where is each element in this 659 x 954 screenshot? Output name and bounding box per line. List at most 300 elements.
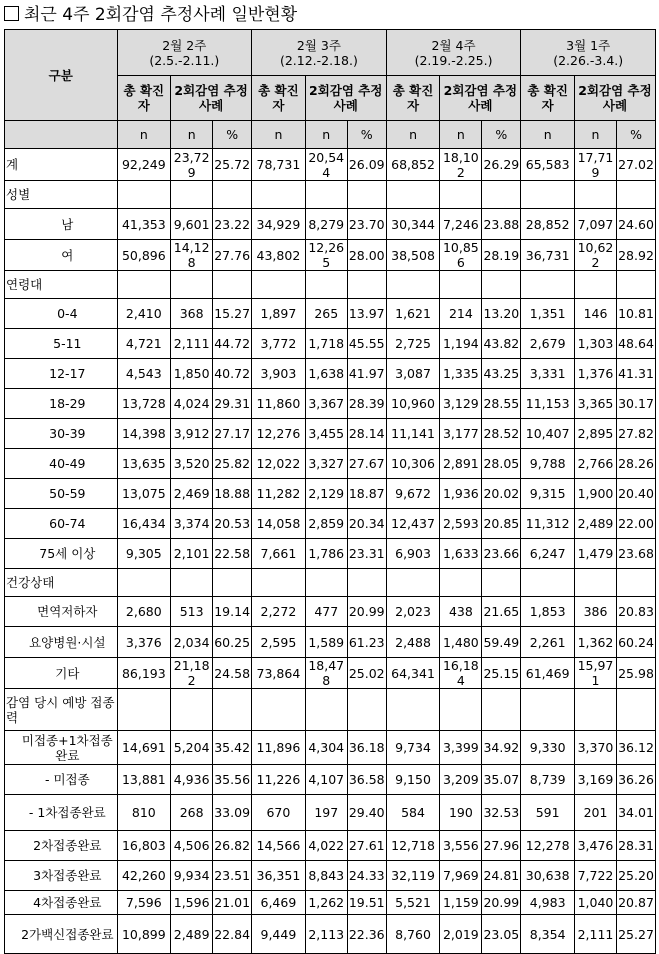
indent-cell (5, 861, 19, 891)
total-confirmed-cell: 591 (521, 795, 575, 831)
reinfection-count-cell: 1,303 (574, 329, 616, 359)
empty-cell (305, 569, 347, 597)
empty-cell (305, 689, 347, 731)
total-confirmed-cell: 3,903 (252, 359, 306, 389)
table-row (5, 419, 656, 449)
reinfection-pct-cell: 25.02 (347, 658, 386, 689)
page-title (4, 4, 297, 26)
indent-cell (5, 891, 19, 915)
reinfection-pct-cell: 23.22 (213, 209, 252, 240)
reinfection-pct-cell: 23.66 (482, 539, 521, 569)
reinfection-count-cell: 14,128 (171, 240, 213, 271)
empty-cell (574, 271, 616, 299)
reinfection-count-cell: 2,469 (171, 479, 213, 509)
total-confirmed-header: 총 확진자 (252, 76, 306, 121)
reinfection-count-cell: 9,934 (171, 861, 213, 891)
reinfection-pct-cell: 22.00 (617, 509, 656, 539)
reinfection-pct-cell: 25.27 (617, 915, 656, 954)
total-confirmed-cell: 2,679 (521, 329, 575, 359)
row-label: 면역저하자 (18, 597, 117, 627)
empty-cell (305, 181, 347, 209)
reinfection-header: 2회감염 추정사례 (305, 76, 386, 121)
total-confirmed-cell: 64,341 (386, 658, 440, 689)
reinfection-count-cell: 15,971 (574, 658, 616, 689)
indent-cell (5, 329, 19, 359)
empty-cell (482, 181, 521, 209)
row-label: 기타 (18, 658, 117, 689)
total-confirmed-cell: 11,282 (252, 479, 306, 509)
total-confirmed-cell: 4,721 (117, 329, 171, 359)
total-confirmed-cell: 8,739 (521, 765, 575, 795)
total-confirmed-cell: 16,434 (117, 509, 171, 539)
indent-cell (5, 389, 19, 419)
section-row (5, 271, 656, 299)
table-row (5, 597, 656, 627)
category-header: 구분 (5, 30, 118, 121)
reinfection-count-cell: 368 (171, 299, 213, 329)
reinfection-count-cell: 4,107 (305, 765, 347, 795)
reinfection-pct-cell: 36.12 (617, 731, 656, 765)
unit-n: n (386, 121, 440, 149)
unit-header-blank (5, 121, 118, 149)
row-label: 75세 이상 (18, 539, 117, 569)
reinfection-count-cell: 3,209 (440, 765, 482, 795)
reinfection-count-cell: 1,479 (574, 539, 616, 569)
reinfection-count-cell: 1,589 (305, 627, 347, 658)
unit-n: n (305, 121, 347, 149)
reinfection-count-cell: 2,593 (440, 509, 482, 539)
total-confirmed-cell: 8,354 (521, 915, 575, 954)
total-confirmed-cell: 10,306 (386, 449, 440, 479)
reinfection-count-cell: 7,969 (440, 861, 482, 891)
reinfection-pct-cell: 15.27 (213, 299, 252, 329)
total-confirmed-cell: 1,351 (521, 299, 575, 329)
reinfection-count-cell: 1,159 (440, 891, 482, 915)
indent-cell (5, 795, 19, 831)
table-row (5, 240, 656, 271)
empty-cell (171, 271, 213, 299)
indent-cell (5, 915, 19, 954)
empty-cell (521, 271, 575, 299)
total-confirmed-cell: 11,312 (521, 509, 575, 539)
reinfection-pct-cell: 23.51 (213, 861, 252, 891)
reinfection-count-cell: 23,729 (171, 149, 213, 181)
total-confirmed-cell: 13,075 (117, 479, 171, 509)
reinfection-pct-cell: 28.31 (617, 831, 656, 861)
empty-cell (305, 271, 347, 299)
reinfection-pct-cell: 26.82 (213, 831, 252, 861)
indent-cell (5, 731, 19, 765)
reinfection-count-cell: 8,843 (305, 861, 347, 891)
empty-cell (117, 271, 171, 299)
row-label: 60-74 (18, 509, 117, 539)
reinfection-count-cell: 3,374 (171, 509, 213, 539)
total-confirmed-cell: 2,261 (521, 627, 575, 658)
total-confirmed-cell: 12,437 (386, 509, 440, 539)
week-header: 2월 4주 (2.19.-2.25.) (386, 30, 521, 76)
table-row (5, 329, 656, 359)
table-row (5, 479, 656, 509)
reinfection-count-cell: 1,040 (574, 891, 616, 915)
total-confirmed-cell: 7,596 (117, 891, 171, 915)
total-confirmed-cell: 32,119 (386, 861, 440, 891)
table-row (5, 449, 656, 479)
reinfection-pct-cell: 29.40 (347, 795, 386, 831)
reinfection-count-cell: 2,895 (574, 419, 616, 449)
reinfection-count-cell: 2,034 (171, 627, 213, 658)
total-confirmed-cell: 11,896 (252, 731, 306, 765)
reinfection-count-cell: 7,097 (574, 209, 616, 240)
empty-cell (252, 271, 306, 299)
reinfection-count-cell: 3,912 (171, 419, 213, 449)
total-confirmed-cell: 2,595 (252, 627, 306, 658)
total-confirmed-cell: 670 (252, 795, 306, 831)
empty-cell (386, 181, 440, 209)
reinfection-count-cell: 1,335 (440, 359, 482, 389)
row-label: - 1차접종완료 (18, 795, 117, 831)
indent-cell (5, 658, 19, 689)
total-confirmed-cell: 28,852 (521, 209, 575, 240)
section-label: 성별 (5, 181, 118, 209)
total-confirmed-cell: 4,983 (521, 891, 575, 915)
reinfection-pct-cell: 36.26 (617, 765, 656, 795)
section-label: 건강상태 (5, 569, 118, 597)
empty-cell (574, 569, 616, 597)
reinfection-count-cell: 1,786 (305, 539, 347, 569)
empty-cell (617, 569, 656, 597)
reinfection-count-cell: 2,891 (440, 449, 482, 479)
week-header: 2월 2주 (2.5.-2.11.) (117, 30, 252, 76)
reinfection-pct-cell: 24.33 (347, 861, 386, 891)
reinfection-count-cell: 2,101 (171, 539, 213, 569)
indent-cell (5, 539, 19, 569)
empty-cell (386, 271, 440, 299)
reinfection-pct-cell: 22.84 (213, 915, 252, 954)
reinfection-count-cell: 438 (440, 597, 482, 627)
reinfection-count-cell: 3,399 (440, 731, 482, 765)
empty-cell (482, 569, 521, 597)
reinfection-pct-cell: 29.31 (213, 389, 252, 419)
reinfection-count-cell: 3,520 (171, 449, 213, 479)
reinfection-count-cell: 3,129 (440, 389, 482, 419)
reinfection-pct-cell: 40.72 (213, 359, 252, 389)
reinfection-pct-cell: 20.99 (347, 597, 386, 627)
reinfection-pct-cell: 24.58 (213, 658, 252, 689)
reinfection-pct-cell: 23.70 (347, 209, 386, 240)
total-confirmed-cell: 9,449 (252, 915, 306, 954)
total-confirmed-cell: 2,488 (386, 627, 440, 658)
reinfection-pct-cell: 35.56 (213, 765, 252, 795)
total-confirmed-cell: 86,193 (117, 658, 171, 689)
empty-cell (347, 569, 386, 597)
reinfection-pct-cell: 18.87 (347, 479, 386, 509)
total-confirmed-cell: 4,543 (117, 359, 171, 389)
reinfection-pct-cell: 60.24 (617, 627, 656, 658)
reinfection-count-cell: 10,622 (574, 240, 616, 271)
reinfection-count-cell: 1,262 (305, 891, 347, 915)
reinfection-pct-cell: 23.88 (482, 209, 521, 240)
reinfection-pct-cell: 28.52 (482, 419, 521, 449)
section-label: 연령대 (5, 271, 118, 299)
reinfection-pct-cell: 27.82 (617, 419, 656, 449)
reinfection-pct-cell: 28.19 (482, 240, 521, 271)
title-text: 최근 4주 2회감염 추정사례 일반현황 (24, 5, 298, 25)
reinfection-pct-cell: 27.17 (213, 419, 252, 449)
empty-cell (440, 181, 482, 209)
empty-cell (521, 569, 575, 597)
empty-cell (617, 689, 656, 731)
section-label: 감염 당시 예방 접종력 (5, 689, 118, 731)
reinfection-count-cell: 190 (440, 795, 482, 831)
reinfection-count-cell: 3,370 (574, 731, 616, 765)
empty-cell (117, 689, 171, 731)
reinfection-count-cell: 2,111 (574, 915, 616, 954)
total-confirmed-cell: 9,672 (386, 479, 440, 509)
reinfection-header: 2회감염 추정사례 (440, 76, 521, 121)
row-label: - 미접종 (18, 765, 117, 795)
empty-cell (252, 689, 306, 731)
total-confirmed-cell: 9,305 (117, 539, 171, 569)
total-confirmed-cell: 6,247 (521, 539, 575, 569)
empty-cell (574, 181, 616, 209)
reinfection-count-cell: 3,365 (574, 389, 616, 419)
reinfection-pct-cell: 28.26 (617, 449, 656, 479)
total-confirmed-cell: 61,469 (521, 658, 575, 689)
indent-cell (5, 627, 19, 658)
table-row (5, 359, 656, 389)
total-confirmed-cell: 2,410 (117, 299, 171, 329)
indent-cell (5, 240, 19, 271)
row-label: 3차접종완료 (18, 861, 117, 891)
total-confirmed-cell: 3,772 (252, 329, 306, 359)
table-row (5, 209, 656, 240)
row-label: 18-29 (18, 389, 117, 419)
total-confirmed-cell: 11,860 (252, 389, 306, 419)
empty-cell (347, 181, 386, 209)
reinfection-pct-cell: 27.76 (213, 240, 252, 271)
reinfection-pct-cell: 25.98 (617, 658, 656, 689)
total-confirmed-cell: 2,680 (117, 597, 171, 627)
reinfection-count-cell: 3,327 (305, 449, 347, 479)
total-confirmed-cell: 1,897 (252, 299, 306, 329)
reinfection-pct-cell: 35.07 (482, 765, 521, 795)
reinfection-count-cell: 2,129 (305, 479, 347, 509)
reinfection-pct-cell: 36.18 (347, 731, 386, 765)
reinfection-pct-cell: 23.68 (617, 539, 656, 569)
unit-n: n (117, 121, 171, 149)
empty-cell (117, 569, 171, 597)
total-confirmed-cell: 16,803 (117, 831, 171, 861)
total-confirmed-cell: 9,734 (386, 731, 440, 765)
reinfection-count-cell: 4,304 (305, 731, 347, 765)
reinfection-header: 2회감염 추정사례 (574, 76, 655, 121)
total-confirmed-cell: 9,788 (521, 449, 575, 479)
total-confirmed-cell: 9,150 (386, 765, 440, 795)
reinfection-pct-cell: 44.72 (213, 329, 252, 359)
reinfection-count-cell: 2,019 (440, 915, 482, 954)
reinfection-pct-cell: 20.34 (347, 509, 386, 539)
total-confirmed-header: 총 확진자 (117, 76, 171, 121)
total-confirmed-cell: 2,023 (386, 597, 440, 627)
reinfection-pct-cell: 41.31 (617, 359, 656, 389)
reinfection-pct-cell: 27.67 (347, 449, 386, 479)
total-confirmed-cell: 3,376 (117, 627, 171, 658)
table-row (5, 891, 656, 915)
reinfection-pct-cell: 60.25 (213, 627, 252, 658)
reinfection-count-cell: 2,113 (305, 915, 347, 954)
row-label: 계 (5, 149, 118, 181)
total-confirmed-cell: 65,583 (521, 149, 575, 181)
reinfection-count-cell: 146 (574, 299, 616, 329)
reinfection-pct-cell: 18.88 (213, 479, 252, 509)
total-confirmed-cell: 42,260 (117, 861, 171, 891)
row-label: 12-17 (18, 359, 117, 389)
reinfection-count-cell: 3,169 (574, 765, 616, 795)
total-confirmed-cell: 1,853 (521, 597, 575, 627)
reinfection-count-cell: 21,182 (171, 658, 213, 689)
unit-pct: % (213, 121, 252, 149)
table-row (5, 795, 656, 831)
reinfection-count-cell: 20,544 (305, 149, 347, 181)
reinfection-count-cell: 265 (305, 299, 347, 329)
reinfection-count-cell: 1,936 (440, 479, 482, 509)
total-confirmed-cell: 3,087 (386, 359, 440, 389)
row-label: 여 (18, 240, 117, 271)
reinfection-pct-cell: 33.09 (213, 795, 252, 831)
total-confirmed-cell: 13,881 (117, 765, 171, 795)
reinfection-count-cell: 18,478 (305, 658, 347, 689)
total-confirmed-cell: 2,272 (252, 597, 306, 627)
reinfection-pct-cell: 20.40 (617, 479, 656, 509)
row-label: 4차접종완료 (18, 891, 117, 915)
reinfection-count-cell: 2,111 (171, 329, 213, 359)
reinfection-count-cell: 4,506 (171, 831, 213, 861)
row-label: 40-49 (18, 449, 117, 479)
row-label: 남 (18, 209, 117, 240)
total-confirmed-cell: 41,353 (117, 209, 171, 240)
unit-pct: % (482, 121, 521, 149)
reinfection-pct-cell: 28.00 (347, 240, 386, 271)
reinfection-pct-cell: 25.15 (482, 658, 521, 689)
empty-cell (347, 271, 386, 299)
reinfection-pct-cell: 19.14 (213, 597, 252, 627)
reinfection-pct-cell: 59.49 (482, 627, 521, 658)
reinfection-pct-cell: 28.14 (347, 419, 386, 449)
reinfection-pct-cell: 28.39 (347, 389, 386, 419)
total-confirmed-cell: 10,407 (521, 419, 575, 449)
row-label: 2차접종완료 (18, 831, 117, 861)
total-confirmed-cell: 34,929 (252, 209, 306, 240)
total-confirmed-cell: 11,141 (386, 419, 440, 449)
reinfection-count-cell: 3,367 (305, 389, 347, 419)
reinfection-count-cell: 214 (440, 299, 482, 329)
reinfection-pct-cell: 61.23 (347, 627, 386, 658)
total-confirmed-cell: 11,153 (521, 389, 575, 419)
table-row (5, 627, 656, 658)
total-confirmed-cell: 584 (386, 795, 440, 831)
reinfection-count-cell: 1,194 (440, 329, 482, 359)
empty-cell (213, 181, 252, 209)
indent-cell (5, 299, 19, 329)
table-row (5, 731, 656, 765)
total-confirmed-cell: 14,058 (252, 509, 306, 539)
table-row (5, 658, 656, 689)
total-confirmed-cell: 12,278 (521, 831, 575, 861)
row-label: 5-11 (18, 329, 117, 359)
reinfection-pct-cell: 24.81 (482, 861, 521, 891)
total-confirmed-cell: 8,760 (386, 915, 440, 954)
total-confirmed-cell: 1,621 (386, 299, 440, 329)
reinfection-pct-cell: 27.61 (347, 831, 386, 861)
reinfection-pct-cell: 20.85 (482, 509, 521, 539)
table-body (5, 149, 656, 954)
empty-cell (171, 689, 213, 731)
total-confirmed-cell: 5,521 (386, 891, 440, 915)
total-confirmed-cell: 50,896 (117, 240, 171, 271)
reinfection-pct-cell: 27.02 (617, 149, 656, 181)
section-row (5, 689, 656, 731)
reinfection-count-cell: 2,489 (171, 915, 213, 954)
reinfection-pct-cell: 30.17 (617, 389, 656, 419)
empty-cell (617, 271, 656, 299)
reinfection-count-cell: 268 (171, 795, 213, 831)
row-label: 요양병원·시설 (18, 627, 117, 658)
total-confirmed-cell: 9,315 (521, 479, 575, 509)
reinfection-count-cell: 477 (305, 597, 347, 627)
reinfection-count-cell: 7,246 (440, 209, 482, 240)
reinfection-pct-cell: 27.96 (482, 831, 521, 861)
total-confirmed-cell: 6,903 (386, 539, 440, 569)
empty-cell (482, 689, 521, 731)
reinfection-pct-cell: 35.42 (213, 731, 252, 765)
total-confirmed-cell: 43,802 (252, 240, 306, 271)
total-confirmed-cell: 9,330 (521, 731, 575, 765)
total-confirmed-cell: 10,960 (386, 389, 440, 419)
reinfection-pct-cell: 28.05 (482, 449, 521, 479)
reinfection-pct-cell: 23.05 (482, 915, 521, 954)
reinfection-pct-cell: 20.87 (617, 891, 656, 915)
reinfection-count-cell: 4,936 (171, 765, 213, 795)
reinfection-pct-cell: 28.55 (482, 389, 521, 419)
section-row (5, 181, 656, 209)
week-header: 2월 3주 (2.12.-2.18.) (252, 30, 387, 76)
empty-cell (213, 271, 252, 299)
total-confirmed-header: 총 확진자 (521, 76, 575, 121)
empty-cell (117, 181, 171, 209)
reinfection-count-cell: 10,856 (440, 240, 482, 271)
reinfection-count-cell: 4,022 (305, 831, 347, 861)
reinfection-pct-cell: 25.72 (213, 149, 252, 181)
empty-cell (347, 689, 386, 731)
reinfection-pct-cell: 25.20 (617, 861, 656, 891)
unit-n: n (171, 121, 213, 149)
reinfection-pct-cell: 20.53 (213, 509, 252, 539)
empty-cell (482, 271, 521, 299)
reinfection-count-cell: 4,024 (171, 389, 213, 419)
empty-cell (213, 569, 252, 597)
reinfection-count-cell: 8,279 (305, 209, 347, 240)
empty-cell (521, 689, 575, 731)
reinfection-pct-cell: 21.65 (482, 597, 521, 627)
empty-cell (252, 569, 306, 597)
total-confirmed-cell: 12,276 (252, 419, 306, 449)
reinfection-count-cell: 3,476 (574, 831, 616, 861)
total-confirmed-cell: 13,635 (117, 449, 171, 479)
table-row (5, 915, 656, 954)
reinfection-count-cell: 1,596 (171, 891, 213, 915)
reinfection-pct-cell: 13.20 (482, 299, 521, 329)
section-row (5, 569, 656, 597)
